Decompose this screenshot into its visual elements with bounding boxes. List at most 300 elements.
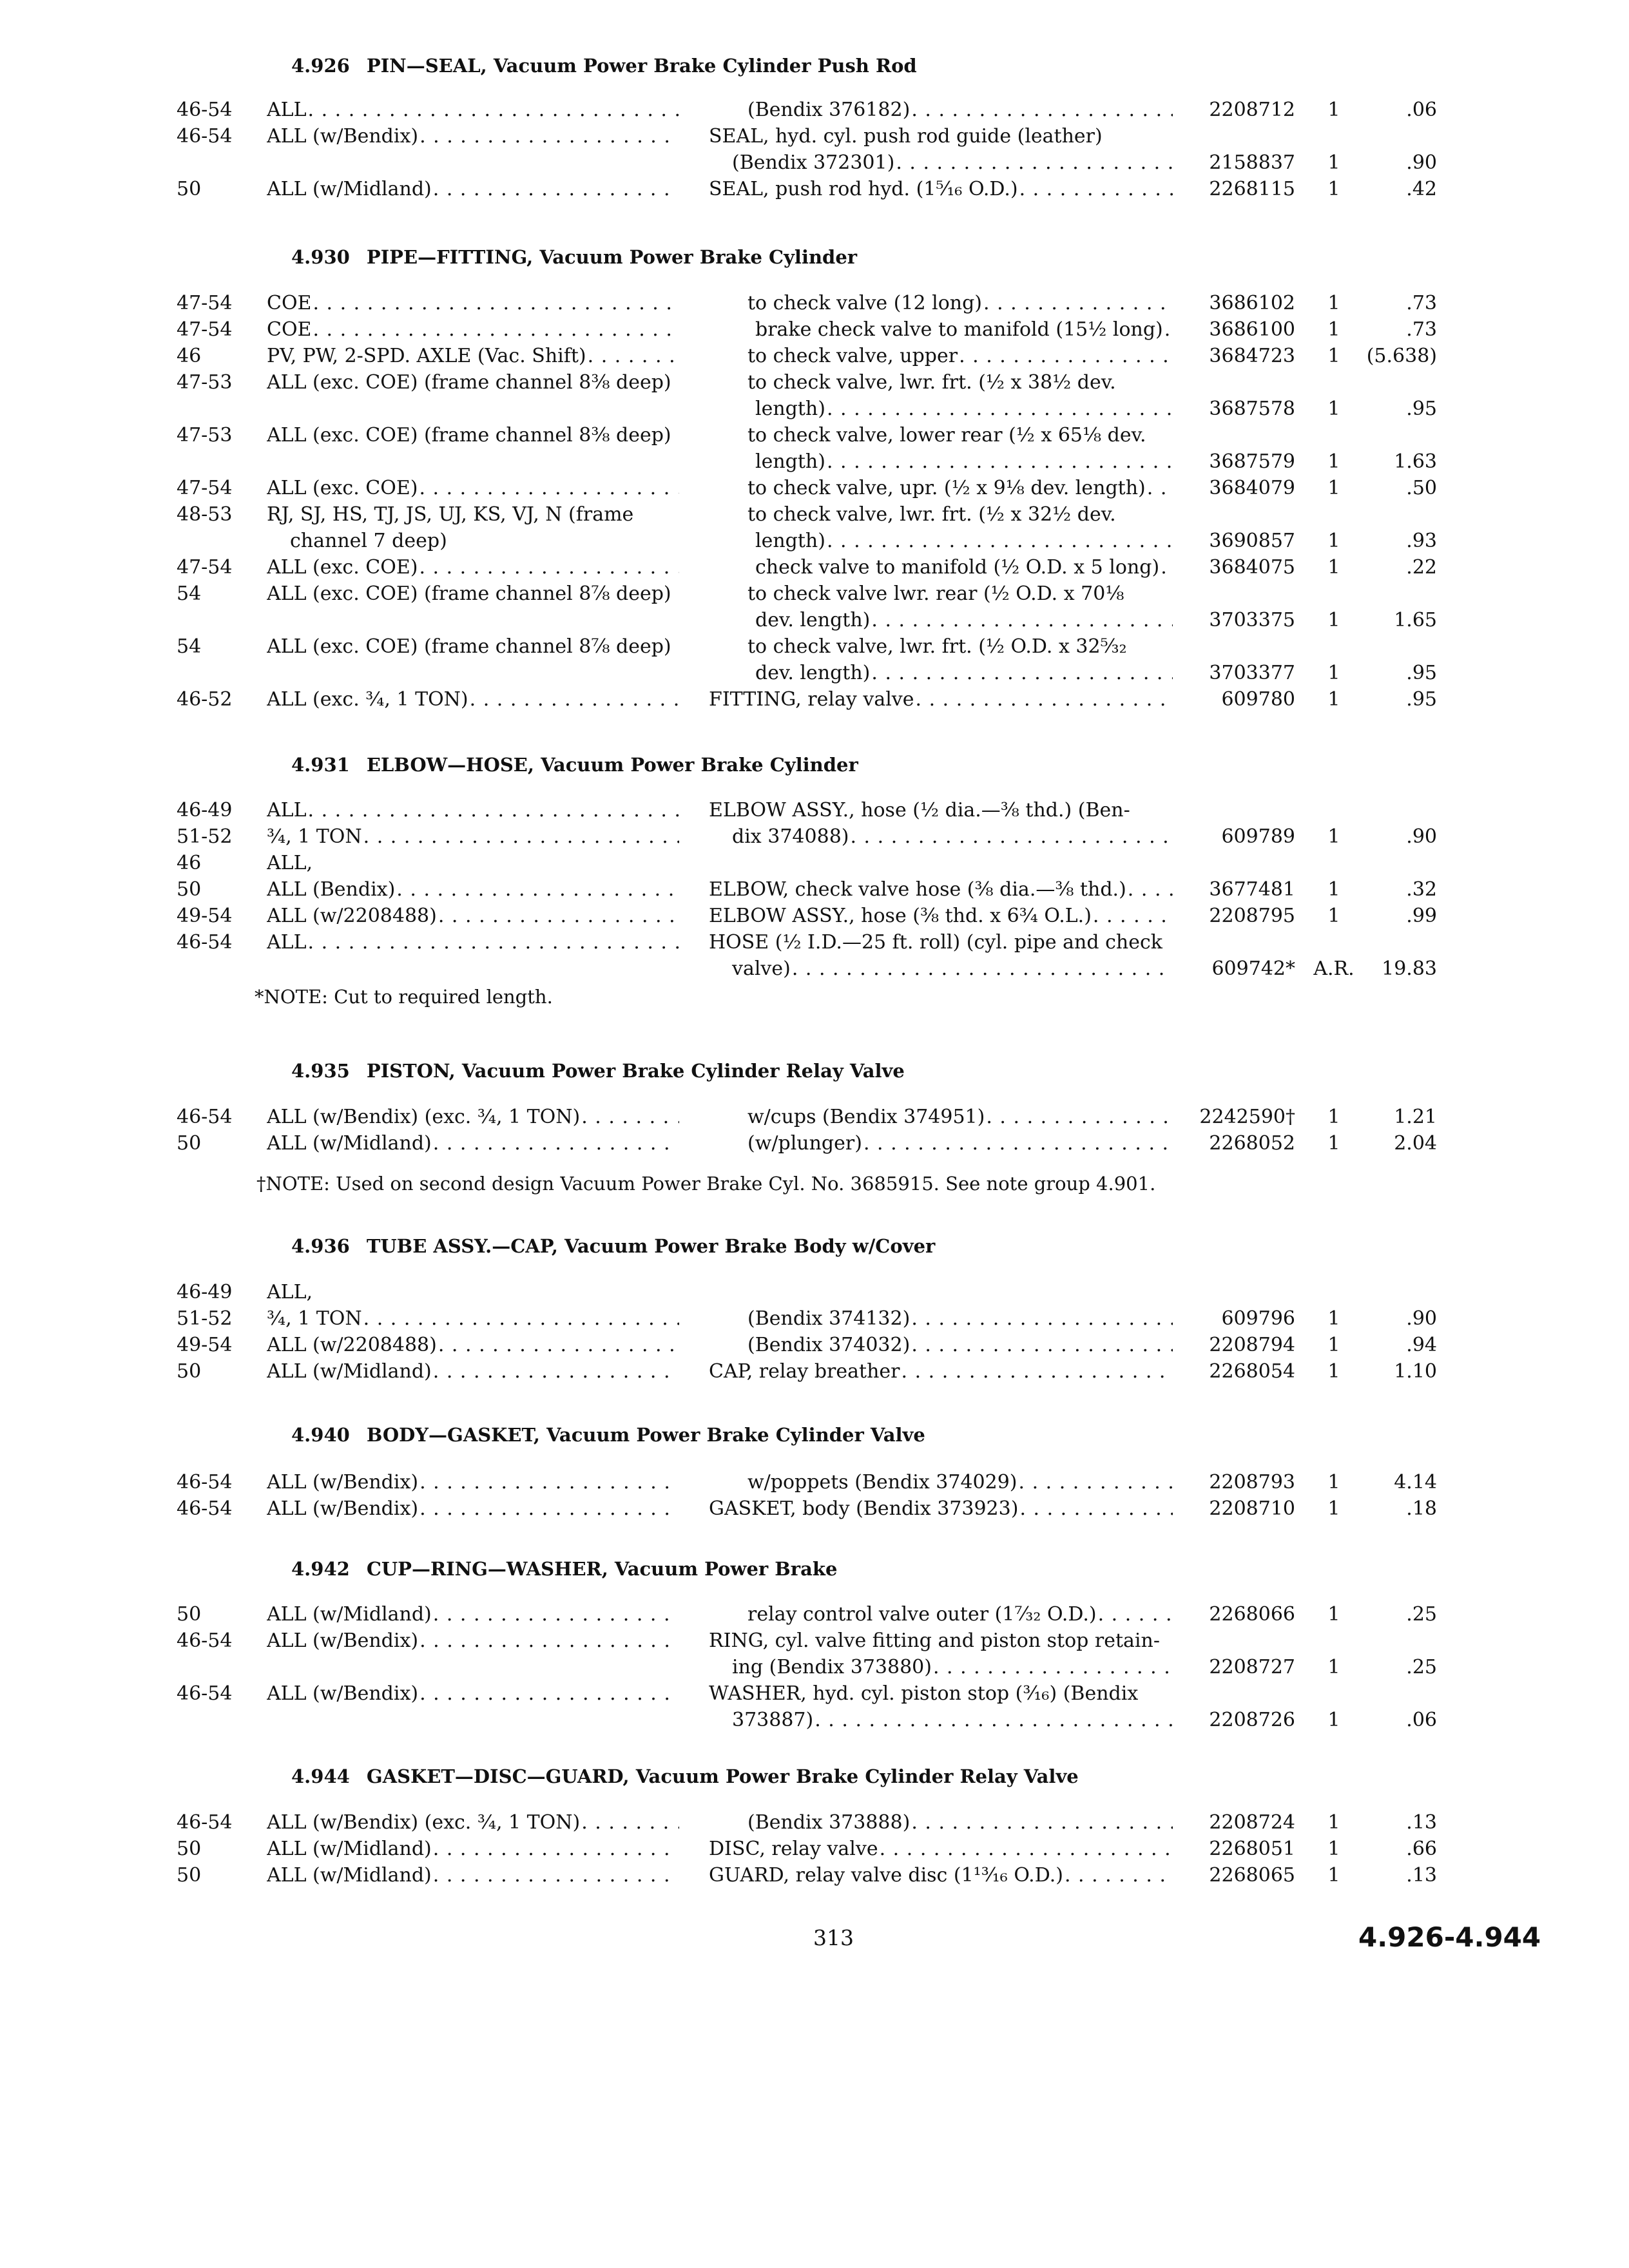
model-year: 46-54 — [177, 1106, 233, 1128]
table-row — [0, 501, 1629, 528]
model-text: ALL (w/Bendix) — [267, 125, 419, 148]
model-text: ALL (w/Midland) — [267, 178, 432, 200]
section-title — [291, 55, 917, 77]
parts-table — [0, 1809, 1629, 1888]
model-text: COE — [267, 318, 312, 341]
part-description: SEAL, hyd. cyl. push rod guide (leather) — [709, 125, 1103, 148]
model-applicability: channel 7 deep) — [290, 530, 447, 552]
model-applicability — [267, 123, 679, 149]
model-applicability — [267, 1601, 679, 1628]
model-text: ALL (w/Bendix) (exc. ¾, 1 TON) — [267, 1811, 581, 1834]
model-applicability — [267, 876, 679, 903]
table-row — [0, 290, 1629, 316]
table-row — [0, 956, 1629, 982]
description-text: valve) — [732, 957, 791, 980]
model-applicability — [267, 343, 679, 369]
model-applicability — [267, 1305, 679, 1332]
part-number: 3703377 — [1209, 662, 1295, 684]
description-text: ELBOW ASSY., hose (⅜ thd. x 6¾ O.L.) — [709, 905, 1092, 927]
section-number: 4.944 — [291, 1765, 350, 1787]
model-applicability — [267, 686, 679, 713]
parts-table — [0, 797, 1629, 982]
part-description — [709, 956, 1173, 982]
leader-dots — [916, 686, 1173, 713]
model-applicability — [267, 1628, 679, 1654]
part-number: 2268054 — [1209, 1360, 1295, 1383]
quantity: 1 — [1327, 1497, 1340, 1520]
leader-dots — [438, 903, 679, 929]
leader-dots — [863, 1130, 1173, 1157]
model-text: ALL (w/Bendix) — [267, 1471, 419, 1494]
model-year: 51-52 — [177, 1307, 233, 1330]
price: .95 — [1406, 688, 1437, 711]
part-description — [709, 1332, 1173, 1358]
leader-dots — [1019, 1469, 1173, 1495]
leader-dots — [419, 554, 679, 581]
model-applicability — [267, 176, 679, 202]
table-row — [0, 1332, 1629, 1358]
model-text: ¾, 1 TON — [267, 825, 362, 848]
part-description — [709, 176, 1173, 202]
part-description — [709, 1130, 1173, 1157]
part-description — [709, 316, 1173, 343]
description-text: GUARD, relay valve disc (1¹³⁄₁₆ O.D.) — [709, 1864, 1063, 1887]
leader-dots — [419, 475, 679, 501]
part-number: 2208794 — [1209, 1334, 1295, 1356]
description-text: DISC, relay valve — [709, 1838, 878, 1860]
table-row — [0, 343, 1629, 369]
model-year: 50 — [177, 1603, 202, 1626]
description-text: dev. length) — [755, 609, 871, 631]
description-text: ELBOW, check valve hose (⅜ dia.—⅜ thd.) — [709, 878, 1126, 901]
price: .90 — [1406, 1307, 1437, 1330]
model-year: 54 — [177, 582, 202, 605]
leader-dots — [1065, 1862, 1173, 1888]
part-description — [709, 1495, 1173, 1522]
description-text: to check valve, upper — [747, 345, 958, 367]
price: .93 — [1406, 530, 1437, 552]
model-year: 46-54 — [177, 99, 233, 121]
leader-dots — [308, 929, 679, 956]
part-description — [709, 1836, 1173, 1862]
part-number: 609789 — [1221, 825, 1295, 848]
model-applicability — [267, 1104, 679, 1130]
model-text: PV, PW, 2-SPD. AXLE (Vac. Shift) — [267, 345, 586, 367]
quantity: 1 — [1327, 1360, 1340, 1383]
part-number: 2208726 — [1209, 1709, 1295, 1731]
leader-dots — [433, 1862, 679, 1888]
part-description: ELBOW ASSY., hose (½ dia.—⅜ thd.) (Ben- — [709, 799, 1130, 822]
model-text: ALL (w/Midland) — [267, 1360, 432, 1383]
description-text: to check valve, upr. (½ x 9⅛ dev. length) — [747, 477, 1146, 499]
description-text: (Bendix 373888) — [747, 1811, 911, 1834]
quantity: 1 — [1327, 1709, 1340, 1731]
description-text: ing (Bendix 373880) — [732, 1656, 932, 1678]
model-applicability — [267, 290, 679, 316]
price: .73 — [1406, 318, 1437, 341]
leader-dots — [588, 343, 679, 369]
leader-dots — [911, 1332, 1173, 1358]
quantity: 1 — [1327, 1811, 1340, 1834]
leader-dots — [581, 1809, 679, 1836]
part-description — [709, 660, 1173, 686]
part-number: 2158837 — [1209, 151, 1295, 174]
price: .22 — [1406, 556, 1437, 579]
price: .99 — [1406, 905, 1437, 927]
model-applicability — [267, 1836, 679, 1862]
leader-dots — [911, 1305, 1173, 1332]
model-applicability — [267, 1332, 679, 1358]
leader-dots — [419, 1628, 679, 1654]
model-year: 54 — [177, 635, 202, 658]
price: .95 — [1406, 398, 1437, 420]
description-text: length) — [755, 450, 825, 473]
leader-dots — [313, 290, 679, 316]
price: 1.21 — [1394, 1106, 1437, 1128]
model-year: 46-49 — [177, 1281, 233, 1303]
part-description — [709, 1601, 1173, 1628]
section-title — [291, 1558, 837, 1580]
model-year: 47-54 — [177, 318, 233, 341]
leader-dots — [396, 876, 679, 903]
model-applicability — [267, 554, 679, 581]
part-description — [709, 448, 1173, 475]
section-title — [291, 754, 858, 776]
part-number: 3687579 — [1209, 450, 1295, 473]
model-year: 46-54 — [177, 931, 233, 954]
leader-dots — [850, 823, 1173, 850]
section-number: 4.935 — [291, 1060, 350, 1082]
leader-dots — [827, 396, 1173, 422]
part-description — [709, 1809, 1173, 1836]
model-year: 47-54 — [177, 292, 233, 314]
section-heading: GASKET—DISC—GUARD, Vacuum Power Brake Cylinder Relay Valve — [366, 1765, 1079, 1787]
model-applicability: ALL, — [267, 852, 313, 874]
model-year: 47-54 — [177, 477, 233, 499]
description-text: 373887) — [732, 1709, 814, 1731]
parts-table — [0, 1601, 1629, 1733]
model-year: 46-54 — [177, 1682, 233, 1705]
table-row — [0, 149, 1629, 176]
model-applicability — [267, 1469, 679, 1495]
table-row — [0, 1495, 1629, 1522]
model-applicability — [267, 1809, 679, 1836]
table-row — [0, 903, 1629, 929]
section-number: 4.926 — [291, 55, 350, 77]
description-text: GASKET, body (Bendix 373923) — [709, 1497, 1019, 1520]
part-description — [709, 290, 1173, 316]
leader-dots — [433, 1836, 679, 1862]
leader-dots — [959, 343, 1173, 369]
leader-dots — [433, 1358, 679, 1385]
model-text: ALL — [267, 799, 307, 822]
leader-dots — [433, 1130, 679, 1157]
leader-dots — [419, 1495, 679, 1522]
section-number: 4.936 — [291, 1235, 350, 1257]
price: .90 — [1406, 825, 1437, 848]
part-description: to check valve lwr. rear (½ O.D. x 70⅛ — [747, 582, 1124, 605]
model-applicability — [267, 797, 679, 823]
parts-table — [0, 1279, 1629, 1385]
table-row — [0, 316, 1629, 343]
part-description — [709, 607, 1173, 633]
section-heading: ELBOW—HOSE, Vacuum Power Brake Cylinder — [366, 754, 858, 776]
quantity: 1 — [1327, 318, 1340, 341]
model-year: 46-54 — [177, 1471, 233, 1494]
leader-dots — [901, 1358, 1173, 1385]
leader-dots — [419, 1680, 679, 1707]
quantity: 1 — [1327, 1656, 1340, 1678]
table-row — [0, 1104, 1629, 1130]
leader-dots — [827, 528, 1173, 554]
model-text: ALL (exc. COE) — [267, 556, 418, 579]
price: .90 — [1406, 151, 1437, 174]
leader-dots — [815, 1707, 1173, 1733]
part-number: 609796 — [1221, 1307, 1295, 1330]
description-text: (w/plunger) — [747, 1132, 862, 1155]
part-description — [709, 823, 1173, 850]
section-heading: CUP—RING—WASHER, Vacuum Power Brake — [366, 1558, 838, 1580]
table-row — [0, 396, 1629, 422]
part-description: WASHER, hyd. cyl. piston stop (³⁄₁₆) (Bendix — [709, 1682, 1139, 1705]
model-text: ALL (exc. COE) — [267, 477, 418, 499]
quantity: 1 — [1327, 151, 1340, 174]
model-applicability — [267, 823, 679, 850]
section-title — [291, 1060, 905, 1082]
quantity: 1 — [1327, 662, 1340, 684]
part-description: to check valve, lwr. frt. (½ x 38½ dev. — [747, 371, 1116, 394]
leader-dots — [871, 660, 1173, 686]
price: .13 — [1406, 1864, 1437, 1887]
part-number: 3687578 — [1209, 398, 1295, 420]
part-description — [709, 1707, 1173, 1733]
part-description — [709, 343, 1173, 369]
quantity: 1 — [1327, 688, 1340, 711]
leader-dots — [983, 290, 1173, 316]
model-year: 50 — [177, 878, 202, 901]
description-text: relay control valve outer (1⁷⁄₃₂ O.D.) — [747, 1603, 1097, 1626]
table-row — [0, 823, 1629, 850]
price: .18 — [1406, 1497, 1437, 1520]
parts-table — [0, 290, 1629, 713]
table-row — [0, 475, 1629, 501]
model-applicability: ALL (exc. COE) (frame channel 8⅞ deep) — [267, 635, 671, 658]
leader-dots — [419, 123, 679, 149]
leader-dots — [438, 1332, 679, 1358]
leader-dots — [1164, 316, 1173, 343]
price: .06 — [1406, 99, 1437, 121]
price: .94 — [1406, 1334, 1437, 1356]
table-row — [0, 422, 1629, 448]
quantity: 1 — [1327, 345, 1340, 367]
model-year: 46 — [177, 852, 202, 874]
leader-dots — [433, 1601, 679, 1628]
part-number: 609742* — [1211, 957, 1295, 980]
page-number: 313 — [813, 1925, 854, 1950]
description-text: length) — [755, 530, 825, 552]
leader-dots — [581, 1104, 679, 1130]
leader-dots — [1098, 1601, 1173, 1628]
quantity: 1 — [1327, 477, 1340, 499]
part-description: to check valve, lwr. frt. (½ x 32½ dev. — [747, 503, 1116, 526]
quantity: 1 — [1327, 99, 1340, 121]
part-number: 3703375 — [1209, 609, 1295, 631]
section-note: †NOTE: Used on second design Vacuum Power Brake Cyl. No. 3685915. See note group 4.901. — [256, 1173, 1156, 1195]
part-description — [709, 1358, 1173, 1385]
model-year: 47-53 — [177, 371, 233, 394]
quantity: 1 — [1327, 878, 1340, 901]
quantity: 1 — [1327, 1838, 1340, 1860]
part-number: 3686100 — [1209, 318, 1295, 341]
description-text: (Bendix 374032) — [747, 1334, 911, 1356]
model-text: ALL (w/Bendix) — [267, 1629, 419, 1652]
price: .95 — [1406, 662, 1437, 684]
description-text: SEAL, push rod hyd. (1⁵⁄₁₆ O.D.) — [709, 178, 1018, 200]
section-number: 4.942 — [291, 1558, 350, 1580]
parts-table — [0, 1104, 1629, 1157]
part-description: RING, cyl. valve fitting and piston stop retain- — [709, 1629, 1160, 1652]
quantity: 1 — [1327, 292, 1340, 314]
section-heading: BODY—GASKET, Vacuum Power Brake Cylinder Valve — [366, 1424, 925, 1446]
leader-dots — [1128, 876, 1173, 903]
part-number: 2208712 — [1209, 99, 1295, 121]
price: 19.83 — [1382, 957, 1437, 980]
description-text: w/cups (Bendix 374951) — [747, 1106, 985, 1128]
part-description: to check valve, lwr. frt. (½ O.D. x 32⁵⁄₃₂ — [747, 635, 1127, 658]
part-number: 3684723 — [1209, 345, 1295, 367]
section-number: 4.940 — [291, 1424, 350, 1446]
price: .42 — [1406, 178, 1437, 200]
model-applicability — [267, 316, 679, 343]
quantity: 1 — [1327, 1132, 1340, 1155]
leader-dots — [1019, 176, 1173, 202]
price: .25 — [1406, 1603, 1437, 1626]
table-row — [0, 686, 1629, 713]
model-year: 50 — [177, 1360, 202, 1383]
leader-dots — [911, 97, 1173, 123]
part-number: 2208795 — [1209, 905, 1295, 927]
leader-dots — [871, 607, 1173, 633]
table-row — [0, 1836, 1629, 1862]
leader-dots — [1161, 554, 1173, 581]
part-description: to check valve, lower rear (½ x 65⅛ dev. — [747, 424, 1146, 447]
section-title — [291, 1765, 1079, 1787]
model-year: 51-52 — [177, 825, 233, 848]
price: 2.04 — [1394, 1132, 1437, 1155]
leader-dots — [1147, 475, 1173, 501]
model-text: ¾, 1 TON — [267, 1307, 362, 1330]
part-number: 2208727 — [1209, 1656, 1295, 1678]
leader-dots — [363, 1305, 679, 1332]
leader-dots — [1019, 1495, 1173, 1522]
table-row — [0, 1469, 1629, 1495]
table-row — [0, 1130, 1629, 1157]
quantity: 1 — [1327, 556, 1340, 579]
part-description — [709, 876, 1173, 903]
table-row — [0, 850, 1629, 876]
leader-dots — [313, 316, 679, 343]
model-text: ALL (w/Midland) — [267, 1132, 432, 1155]
model-applicability — [267, 97, 679, 123]
model-text: ALL (w/2208488) — [267, 1334, 437, 1356]
price: .06 — [1406, 1709, 1437, 1731]
section-heading: PIPE—FITTING, Vacuum Power Brake Cylinder — [366, 246, 858, 268]
part-description — [709, 1104, 1173, 1130]
section-title — [291, 246, 857, 268]
quantity: 1 — [1327, 530, 1340, 552]
table-row — [0, 876, 1629, 903]
price: .32 — [1406, 878, 1437, 901]
description-text: brake check valve to manifold (15½ long) — [755, 318, 1163, 341]
quantity: 1 — [1327, 1471, 1340, 1494]
part-number: 3684079 — [1209, 477, 1295, 499]
model-text: ALL (w/Midland) — [267, 1864, 432, 1887]
model-applicability — [267, 1495, 679, 1522]
section-heading: TUBE ASSY.—CAP, Vacuum Power Brake Body w/Cover — [366, 1235, 936, 1257]
model-year: 47-53 — [177, 424, 233, 447]
part-description — [709, 1654, 1173, 1680]
table-row — [0, 607, 1629, 633]
part-number: 2208710 — [1209, 1497, 1295, 1520]
model-applicability: ALL (exc. COE) (frame channel 8⅜ deep) — [267, 424, 671, 447]
leader-dots — [470, 686, 679, 713]
part-number: 3677481 — [1209, 878, 1295, 901]
part-number: 2268066 — [1209, 1603, 1295, 1626]
quantity: 1 — [1327, 905, 1340, 927]
model-applicability: ALL (exc. COE) (frame channel 8⅜ deep) — [267, 371, 671, 394]
price: .73 — [1406, 292, 1437, 314]
description-text: FITTING, relay valve — [709, 688, 914, 711]
leader-dots — [986, 1104, 1173, 1130]
model-year: 49-54 — [177, 1334, 233, 1356]
part-description — [709, 903, 1173, 929]
model-applicability — [267, 1130, 679, 1157]
table-row — [0, 97, 1629, 123]
table-row — [0, 1628, 1629, 1654]
model-year: 46-54 — [177, 125, 233, 148]
model-text: ALL — [267, 931, 307, 954]
part-number: 3686102 — [1209, 292, 1295, 314]
quantity: A.R. — [1313, 957, 1354, 980]
table-row — [0, 1358, 1629, 1385]
leader-dots — [880, 1836, 1173, 1862]
table-row — [0, 1680, 1629, 1707]
model-text: ALL (w/Bendix) (exc. ¾, 1 TON) — [267, 1106, 581, 1128]
leader-dots — [419, 1469, 679, 1495]
table-row — [0, 1279, 1629, 1305]
model-applicability: RJ, SJ, HS, TJ, JS, UJ, KS, VJ, N (frame — [267, 503, 634, 526]
quantity: 1 — [1327, 398, 1340, 420]
table-row — [0, 123, 1629, 149]
part-number: 2268052 — [1209, 1132, 1295, 1155]
table-row — [0, 633, 1629, 660]
model-text: ALL (w/Bendix) — [267, 1497, 419, 1520]
model-text: ALL (exc. ¾, 1 TON) — [267, 688, 468, 711]
model-year: 46-52 — [177, 688, 233, 711]
quantity: 1 — [1327, 1307, 1340, 1330]
model-text: ALL (w/Midland) — [267, 1838, 432, 1860]
part-number: 2268065 — [1209, 1864, 1295, 1887]
model-year: 50 — [177, 178, 202, 200]
part-number: 2242590† — [1199, 1106, 1295, 1128]
table-row — [0, 554, 1629, 581]
table-row — [0, 1305, 1629, 1332]
leader-dots — [911, 1809, 1173, 1836]
leader-dots — [308, 97, 679, 123]
leader-dots — [792, 956, 1173, 982]
table-row — [0, 660, 1629, 686]
model-applicability: ALL (exc. COE) (frame channel 8⅞ deep) — [267, 582, 671, 605]
